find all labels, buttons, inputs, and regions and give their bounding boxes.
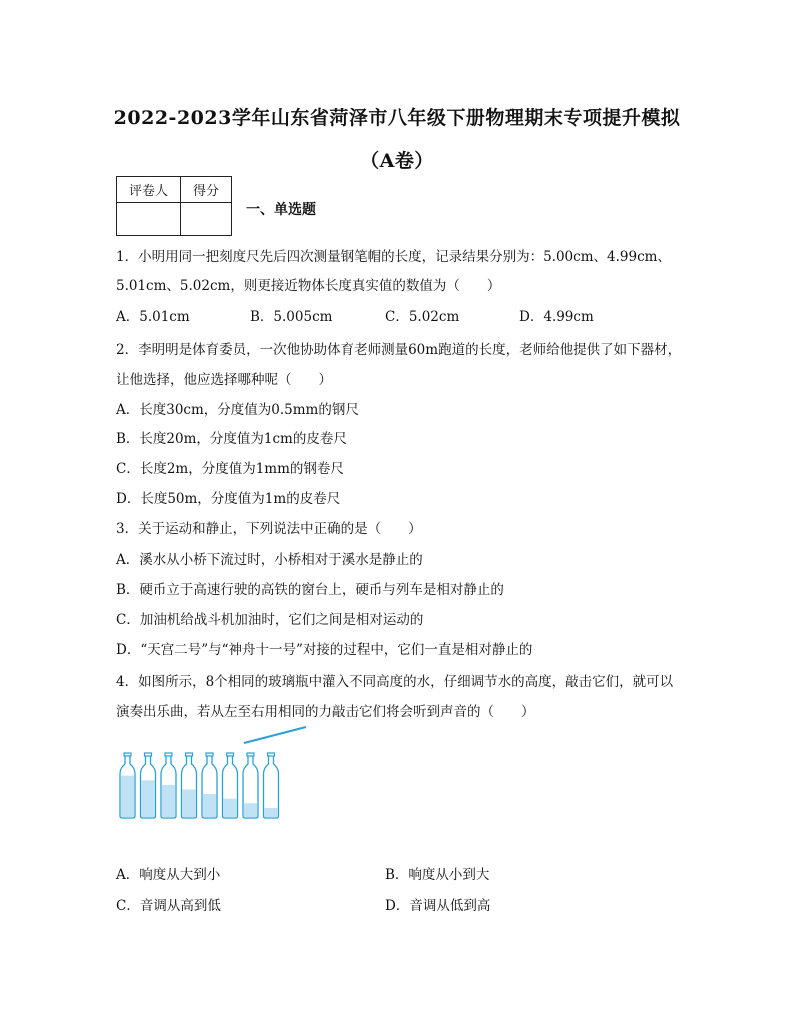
question-2-option-a[interactable]: A．长度30cm，分度值为0.5mm的钢尺 <box>116 402 359 418</box>
question-1-option-d[interactable]: D．4.99cm <box>519 309 594 325</box>
bottle-rim-4 <box>186 753 193 756</box>
question-3-option-b[interactable]: B．硬币立于高速行驶的高铁的窗台上，硬币与列车是相对静止的 <box>116 582 504 598</box>
bottle-5 <box>202 753 217 818</box>
score-table-grader-header: 评卷人 <box>117 177 181 203</box>
question-1-line-2: 5.01cm、5.02cm，则更接近物体长度真实值的数值为（ ） <box>116 278 501 294</box>
question-4-option-c[interactable]: C．音调从高到低 <box>116 898 221 914</box>
water-level-4 <box>183 789 196 817</box>
water-level-1 <box>121 776 134 817</box>
question-3-option-c[interactable]: C．加油机给战斗机加油时，它们之间是相对运动的 <box>116 612 424 628</box>
glass-bottles-figure <box>116 722 316 826</box>
water-level-7 <box>244 803 257 817</box>
score-table-grader-cell <box>117 203 181 236</box>
water-level-5 <box>203 794 216 817</box>
bottle-rim-8 <box>268 753 275 756</box>
bottle-6 <box>223 753 238 818</box>
question-4-line-2: 演奏出乐曲，若从左至右用相同的力敲击它们将会听到声音的（ ） <box>116 704 535 720</box>
water-level-2 <box>142 780 155 817</box>
bottle-8 <box>264 753 279 818</box>
question-2-line-2: 让他选择，他应选择哪种呢（ ） <box>116 372 332 388</box>
question-4-line-1: 4．如图所示，8个相同的玻璃瓶中灌入不同高度的水，仔细调节水的高度，敲击它们，就可以 <box>116 674 674 690</box>
water-level-6 <box>224 799 237 817</box>
bottle-1 <box>120 753 135 818</box>
question-4-option-d[interactable]: D．音调从低到高 <box>385 898 491 914</box>
bottle-rim-7 <box>247 753 254 756</box>
bottle-2 <box>141 753 156 818</box>
section-heading: 一、单选题 <box>246 202 316 218</box>
bottle-rim-2 <box>145 753 152 756</box>
question-1-option-a[interactable]: A．5.01cm <box>116 309 190 325</box>
question-3-line-1: 3．关于运动和静止，下列说法中正确的是（ ） <box>116 521 422 537</box>
question-2-line-1: 2．李明明是体育委员，一次他协助体育老师测量60m跑道的长度，老师给他提供了如下器材， <box>116 342 682 358</box>
exam-subtitle: （A卷） <box>360 150 434 172</box>
bottle-rim-5 <box>206 753 213 756</box>
score-table-score-cell <box>181 203 232 236</box>
question-1-option-b[interactable]: B．5.005cm <box>250 309 333 325</box>
question-1-line-1: 1．小明用同一把刻度尺先后四次测量钢笔帽的长度，记录结果分别为：5.00cm、4.99cm、 <box>116 249 671 265</box>
exam-title: 2022-2023学年山东省菏泽市八年级下册物理期末专项提升模拟 <box>113 107 681 129</box>
bottle-rim-3 <box>165 753 172 756</box>
question-4-option-a[interactable]: A．响度从大到小 <box>116 867 221 883</box>
water-level-8 <box>265 808 278 817</box>
bottle-rim-6 <box>227 753 234 756</box>
question-2-option-d[interactable]: D．长度50m，分度值为1m的皮卷尺 <box>116 491 341 507</box>
question-2-option-c[interactable]: C．长度2m，分度值为1mm的钢卷尺 <box>116 461 344 477</box>
striking-line <box>244 727 306 743</box>
bottle-rim-1 <box>124 753 131 756</box>
bottle-3 <box>161 753 176 818</box>
question-1-option-c[interactable]: C．5.02cm <box>385 309 460 325</box>
bottle-7 <box>243 753 258 818</box>
question-2-option-b[interactable]: B．长度20m，分度值为1cm的皮卷尺 <box>116 431 347 447</box>
score-table <box>116 176 232 236</box>
question-3-option-d[interactable]: D．“天宫二号”与“神舟十一号”对接的过程中，它们一直是相对静止的 <box>116 642 533 658</box>
water-level-3 <box>162 785 175 817</box>
question-4-option-b[interactable]: B．响度从小到大 <box>385 867 490 883</box>
question-3-option-a[interactable]: A．溪水从小桥下流过时，小桥相对于溪水是静止的 <box>116 552 423 568</box>
bottle-4 <box>182 753 197 818</box>
score-table-score-header: 得分 <box>181 177 232 203</box>
